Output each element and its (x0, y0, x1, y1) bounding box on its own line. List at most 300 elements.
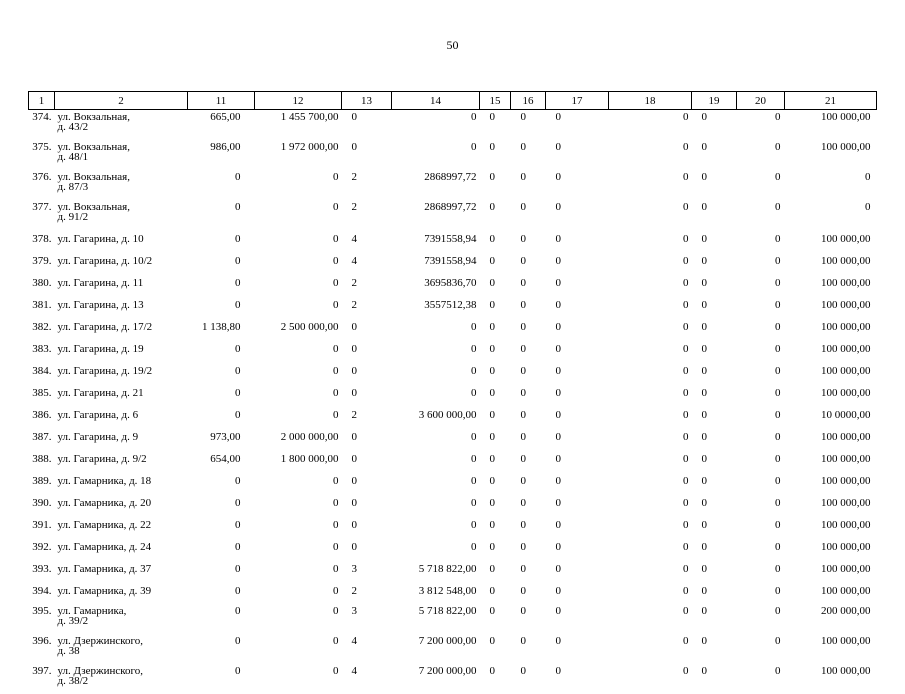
address-line: д. 87/3 (58, 182, 185, 192)
cell-c15: 0 (480, 538, 511, 560)
cell-c11: 0 (188, 296, 255, 318)
cell-c16: 0 (511, 538, 546, 560)
table-row (29, 664, 877, 694)
cell-c14: 0 (392, 428, 480, 450)
cell-c16: 0 (511, 664, 546, 694)
address-cell (55, 664, 188, 694)
address-cell (55, 516, 188, 538)
cell-c19: 0 (692, 664, 737, 694)
cell-c16: 0 (511, 170, 546, 200)
address-line: ул. Гагарина, д. 6 (58, 410, 185, 420)
cell-c16: 0 (511, 296, 546, 318)
cell-c14: 0 (392, 494, 480, 516)
table-body (29, 110, 877, 694)
col-header: 19 (692, 92, 737, 110)
cell-c13: 2 (342, 406, 392, 428)
cell-c12: 0 (255, 582, 342, 604)
table-row (29, 538, 877, 560)
cell-c18: 0 (609, 406, 692, 428)
address-line: ул. Вокзальная, (58, 202, 185, 212)
cell-c19: 0 (692, 472, 737, 494)
row-number: 377. (29, 200, 55, 230)
table-row (29, 604, 877, 634)
address-line: ул. Дзержинского, (58, 636, 185, 646)
cell-c19: 0 (692, 230, 737, 252)
table-row (29, 582, 877, 604)
cell-c13: 0 (342, 450, 392, 472)
cell-c16: 0 (511, 230, 546, 252)
cell-c12: 0 (255, 560, 342, 582)
col-header: 20 (737, 92, 785, 110)
cell-c21: 100 000,00 (785, 582, 877, 604)
cell-c11: 986,00 (188, 140, 255, 170)
cell-c19: 0 (692, 384, 737, 406)
cell-c19: 0 (692, 516, 737, 538)
cell-c14: 5 718 822,00 (392, 604, 480, 634)
cell-c15: 0 (480, 340, 511, 362)
cell-c20: 0 (737, 318, 785, 340)
cell-c19: 0 (692, 296, 737, 318)
col-header: 13 (342, 92, 392, 110)
cell-c19: 0 (692, 274, 737, 296)
cell-c13: 0 (342, 318, 392, 340)
cell-c17: 0 (546, 362, 609, 384)
cell-c17: 0 (546, 582, 609, 604)
cell-c15: 0 (480, 230, 511, 252)
cell-c11: 0 (188, 230, 255, 252)
cell-c19: 0 (692, 538, 737, 560)
cell-c14: 7 200 000,00 (392, 664, 480, 694)
cell-c17: 0 (546, 604, 609, 634)
cell-c14: 3695836,70 (392, 274, 480, 296)
cell-c11: 0 (188, 604, 255, 634)
cell-c16: 0 (511, 200, 546, 230)
cell-c13: 3 (342, 604, 392, 634)
cell-c21: 100 000,00 (785, 230, 877, 252)
cell-c17: 0 (546, 450, 609, 472)
cell-c20: 0 (737, 384, 785, 406)
cell-c13: 2 (342, 296, 392, 318)
cell-c17: 0 (546, 252, 609, 274)
cell-c17: 0 (546, 406, 609, 428)
cell-c16: 0 (511, 384, 546, 406)
cell-c17: 0 (546, 516, 609, 538)
address-line: ул. Гамарника, д. 18 (58, 476, 185, 486)
cell-c14: 0 (392, 318, 480, 340)
cell-c18: 0 (609, 384, 692, 406)
cell-c18: 0 (609, 664, 692, 694)
address-line: д. 43/2 (58, 122, 185, 132)
cell-c19: 0 (692, 560, 737, 582)
address-cell (55, 110, 188, 141)
cell-c14: 3 600 000,00 (392, 406, 480, 428)
address-cell (55, 170, 188, 200)
cell-c21: 100 000,00 (785, 428, 877, 450)
table-row (29, 340, 877, 362)
cell-c20: 0 (737, 604, 785, 634)
cell-c16: 0 (511, 634, 546, 664)
cell-c18: 0 (609, 516, 692, 538)
cell-c20: 0 (737, 472, 785, 494)
address-line: ул. Гагарина, д. 10/2 (58, 256, 185, 266)
row-number: 397. (29, 664, 55, 694)
cell-c18: 0 (609, 318, 692, 340)
address-line: ул. Вокзальная, (58, 112, 185, 122)
cell-c14: 2868997,72 (392, 170, 480, 200)
cell-c18: 0 (609, 450, 692, 472)
address-cell (55, 450, 188, 472)
cell-c17: 0 (546, 296, 609, 318)
cell-c13: 3 (342, 560, 392, 582)
cell-c16: 0 (511, 340, 546, 362)
cell-c15: 0 (480, 494, 511, 516)
cell-c18: 0 (609, 472, 692, 494)
row-number: 378. (29, 230, 55, 252)
cell-c11: 0 (188, 516, 255, 538)
cell-c12: 0 (255, 170, 342, 200)
cell-c21: 100 000,00 (785, 296, 877, 318)
cell-c12: 0 (255, 406, 342, 428)
cell-c21: 100 000,00 (785, 340, 877, 362)
cell-c12: 0 (255, 340, 342, 362)
cell-c11: 0 (188, 340, 255, 362)
address-line: ул. Гагарина, д. 19/2 (58, 366, 185, 376)
col-header: 18 (609, 92, 692, 110)
cell-c19: 0 (692, 450, 737, 472)
cell-c21: 200 000,00 (785, 604, 877, 634)
address-line: д. 39/2 (58, 616, 185, 626)
cell-c11: 0 (188, 664, 255, 694)
cell-c20: 0 (737, 450, 785, 472)
cell-c19: 0 (692, 582, 737, 604)
cell-c15: 0 (480, 318, 511, 340)
cell-c13: 0 (342, 538, 392, 560)
row-number: 396. (29, 634, 55, 664)
cell-c21: 100 000,00 (785, 110, 877, 141)
cell-c21: 100 000,00 (785, 274, 877, 296)
cell-c18: 0 (609, 428, 692, 450)
header-row (29, 92, 877, 110)
cell-c17: 0 (546, 340, 609, 362)
row-number: 391. (29, 516, 55, 538)
address-line: ул. Гамарника, д. 24 (58, 542, 185, 552)
cell-c16: 0 (511, 428, 546, 450)
cell-c16: 0 (511, 362, 546, 384)
table-row (29, 274, 877, 296)
address-line: д. 38/2 (58, 676, 185, 686)
cell-c18: 0 (609, 170, 692, 200)
cell-c17: 0 (546, 170, 609, 200)
cell-c20: 0 (737, 230, 785, 252)
cell-c20: 0 (737, 538, 785, 560)
address-line: ул. Гагарина, д. 11 (58, 278, 185, 288)
table-row (29, 634, 877, 664)
row-number: 383. (29, 340, 55, 362)
cell-c20: 0 (737, 428, 785, 450)
cell-c15: 0 (480, 450, 511, 472)
table-row (29, 362, 877, 384)
cell-c14: 2868997,72 (392, 200, 480, 230)
cell-c13: 0 (342, 362, 392, 384)
cell-c14: 0 (392, 140, 480, 170)
cell-c12: 2 500 000,00 (255, 318, 342, 340)
address-cell (55, 604, 188, 634)
cell-c15: 0 (480, 170, 511, 200)
address-line: ул. Гамарника, д. 37 (58, 564, 185, 574)
cell-c13: 0 (342, 384, 392, 406)
cell-c17: 0 (546, 494, 609, 516)
address-cell (55, 560, 188, 582)
cell-c11: 0 (188, 252, 255, 274)
cell-c11: 0 (188, 384, 255, 406)
cell-c16: 0 (511, 140, 546, 170)
address-cell (55, 340, 188, 362)
cell-c21: 100 000,00 (785, 494, 877, 516)
cell-c15: 0 (480, 252, 511, 274)
cell-c14: 5 718 822,00 (392, 560, 480, 582)
cell-c13: 0 (342, 472, 392, 494)
cell-c17: 0 (546, 140, 609, 170)
row-number: 394. (29, 582, 55, 604)
col-header: 12 (255, 92, 342, 110)
table-row (29, 516, 877, 538)
cell-c11: 0 (188, 472, 255, 494)
cell-c20: 0 (737, 560, 785, 582)
cell-c21: 0 (785, 170, 877, 200)
address-cell (55, 428, 188, 450)
cell-c12: 0 (255, 274, 342, 296)
cell-c19: 0 (692, 494, 737, 516)
row-number: 389. (29, 472, 55, 494)
cell-c12: 0 (255, 538, 342, 560)
address-line: ул. Гамарника, д. 39 (58, 586, 185, 596)
cell-c11: 0 (188, 582, 255, 604)
cell-c11: 0 (188, 634, 255, 664)
cell-c15: 0 (480, 560, 511, 582)
table-row (29, 428, 877, 450)
cell-c12: 1 800 000,00 (255, 450, 342, 472)
cell-c15: 0 (480, 406, 511, 428)
cell-c19: 0 (692, 318, 737, 340)
col-header: 16 (511, 92, 546, 110)
cell-c13: 2 (342, 582, 392, 604)
cell-c11: 0 (188, 406, 255, 428)
cell-c21: 100 000,00 (785, 384, 877, 406)
address-line: ул. Гамарника, д. 20 (58, 498, 185, 508)
table-row (29, 560, 877, 582)
address-cell (55, 538, 188, 560)
cell-c12: 0 (255, 362, 342, 384)
cell-c20: 0 (737, 252, 785, 274)
address-line: ул. Гагарина, д. 19 (58, 344, 185, 354)
cell-c20: 0 (737, 340, 785, 362)
cell-c14: 7391558,94 (392, 230, 480, 252)
cell-c17: 0 (546, 200, 609, 230)
cell-c14: 7 200 000,00 (392, 634, 480, 664)
cell-c19: 0 (692, 110, 737, 141)
cell-c20: 0 (737, 170, 785, 200)
cell-c16: 0 (511, 406, 546, 428)
row-number: 395. (29, 604, 55, 634)
cell-c19: 0 (692, 140, 737, 170)
cell-c17: 0 (546, 318, 609, 340)
cell-c13: 4 (342, 230, 392, 252)
cell-c20: 0 (737, 516, 785, 538)
cell-c18: 0 (609, 110, 692, 141)
cell-c20: 0 (737, 362, 785, 384)
cell-c17: 0 (546, 560, 609, 582)
col-header: 2 (55, 92, 188, 110)
address-cell (55, 634, 188, 664)
cell-c11: 0 (188, 170, 255, 200)
cell-c16: 0 (511, 604, 546, 634)
cell-c11: 1 138,80 (188, 318, 255, 340)
cell-c13: 0 (342, 140, 392, 170)
cell-c16: 0 (511, 472, 546, 494)
cell-c15: 0 (480, 296, 511, 318)
address-cell (55, 140, 188, 170)
cell-c12: 0 (255, 472, 342, 494)
cell-c13: 2 (342, 274, 392, 296)
cell-c16: 0 (511, 582, 546, 604)
cell-c20: 0 (737, 200, 785, 230)
row-number: 381. (29, 296, 55, 318)
cell-c17: 0 (546, 538, 609, 560)
cell-c20: 0 (737, 406, 785, 428)
cell-c18: 0 (609, 230, 692, 252)
row-number: 375. (29, 140, 55, 170)
cell-c12: 0 (255, 516, 342, 538)
cell-c19: 0 (692, 406, 737, 428)
cell-c20: 0 (737, 664, 785, 694)
cell-c17: 0 (546, 384, 609, 406)
cell-c19: 0 (692, 604, 737, 634)
address-line: ул. Гагарина, д. 21 (58, 388, 185, 398)
cell-c15: 0 (480, 516, 511, 538)
address-line: ул. Гагарина, д. 9/2 (58, 454, 185, 464)
cell-c20: 0 (737, 110, 785, 141)
cell-c18: 0 (609, 252, 692, 274)
col-header: 21 (785, 92, 877, 110)
col-header: 14 (392, 92, 480, 110)
cell-c18: 0 (609, 296, 692, 318)
cell-c14: 3557512,38 (392, 296, 480, 318)
row-number: 384. (29, 362, 55, 384)
cell-c18: 0 (609, 200, 692, 230)
cell-c13: 2 (342, 170, 392, 200)
cell-c11: 0 (188, 362, 255, 384)
cell-c15: 0 (480, 384, 511, 406)
address-line: ул. Дзержинского, (58, 666, 185, 676)
address-line: д. 48/1 (58, 152, 185, 162)
cell-c14: 0 (392, 340, 480, 362)
cell-c21: 0 (785, 200, 877, 230)
address-line: ул. Вокзальная, (58, 172, 185, 182)
cell-c18: 0 (609, 538, 692, 560)
cell-c11: 0 (188, 538, 255, 560)
col-header: 17 (546, 92, 609, 110)
cell-c15: 0 (480, 200, 511, 230)
cell-c17: 0 (546, 110, 609, 141)
cell-c19: 0 (692, 340, 737, 362)
address-cell (55, 252, 188, 274)
cell-c20: 0 (737, 296, 785, 318)
cell-c20: 0 (737, 274, 785, 296)
page-number: 50 (0, 38, 905, 53)
cell-c21: 100 000,00 (785, 560, 877, 582)
row-number: 387. (29, 428, 55, 450)
cell-c20: 0 (737, 494, 785, 516)
address-cell (55, 406, 188, 428)
cell-c19: 0 (692, 428, 737, 450)
address-line: ул. Гамарника, д. 22 (58, 520, 185, 530)
cell-c16: 0 (511, 318, 546, 340)
cell-c11: 0 (188, 560, 255, 582)
cell-c16: 0 (511, 252, 546, 274)
table-row (29, 296, 877, 318)
cell-c18: 0 (609, 560, 692, 582)
cell-c20: 0 (737, 634, 785, 664)
cell-c15: 0 (480, 428, 511, 450)
cell-c17: 0 (546, 230, 609, 252)
cell-c18: 0 (609, 634, 692, 664)
address-cell (55, 200, 188, 230)
address-cell (55, 384, 188, 406)
cell-c18: 0 (609, 604, 692, 634)
cell-c12: 0 (255, 296, 342, 318)
cell-c12: 1 455 700,00 (255, 110, 342, 141)
address-line: д. 91/2 (58, 212, 185, 222)
cell-c13: 4 (342, 634, 392, 664)
cell-c19: 0 (692, 200, 737, 230)
cell-c11: 0 (188, 200, 255, 230)
table-row (29, 252, 877, 274)
address-cell (55, 296, 188, 318)
address-line: ул. Гагарина, д. 13 (58, 300, 185, 310)
table-row (29, 230, 877, 252)
row-number: 385. (29, 384, 55, 406)
row-number: 393. (29, 560, 55, 582)
cell-c14: 0 (392, 516, 480, 538)
cell-c11: 0 (188, 494, 255, 516)
cell-c12: 0 (255, 494, 342, 516)
row-number: 374. (29, 110, 55, 141)
cell-c13: 0 (342, 516, 392, 538)
cell-c12: 0 (255, 200, 342, 230)
cell-c21: 100 000,00 (785, 634, 877, 664)
cell-c15: 0 (480, 362, 511, 384)
table-row (29, 140, 877, 170)
cell-c18: 0 (609, 362, 692, 384)
cell-c18: 0 (609, 140, 692, 170)
cell-c18: 0 (609, 582, 692, 604)
cell-c21: 100 000,00 (785, 664, 877, 694)
cell-c15: 0 (480, 110, 511, 141)
cell-c21: 100 000,00 (785, 362, 877, 384)
cell-c20: 0 (737, 582, 785, 604)
address-line: ул. Гагарина, д. 17/2 (58, 322, 185, 332)
table-row (29, 472, 877, 494)
row-number: 386. (29, 406, 55, 428)
cell-c21: 100 000,00 (785, 538, 877, 560)
table-row (29, 384, 877, 406)
cell-c21: 10 0000,00 (785, 406, 877, 428)
cell-c12: 2 000 000,00 (255, 428, 342, 450)
cell-c14: 0 (392, 362, 480, 384)
row-number: 376. (29, 170, 55, 200)
cell-c15: 0 (480, 664, 511, 694)
cell-c15: 0 (480, 472, 511, 494)
